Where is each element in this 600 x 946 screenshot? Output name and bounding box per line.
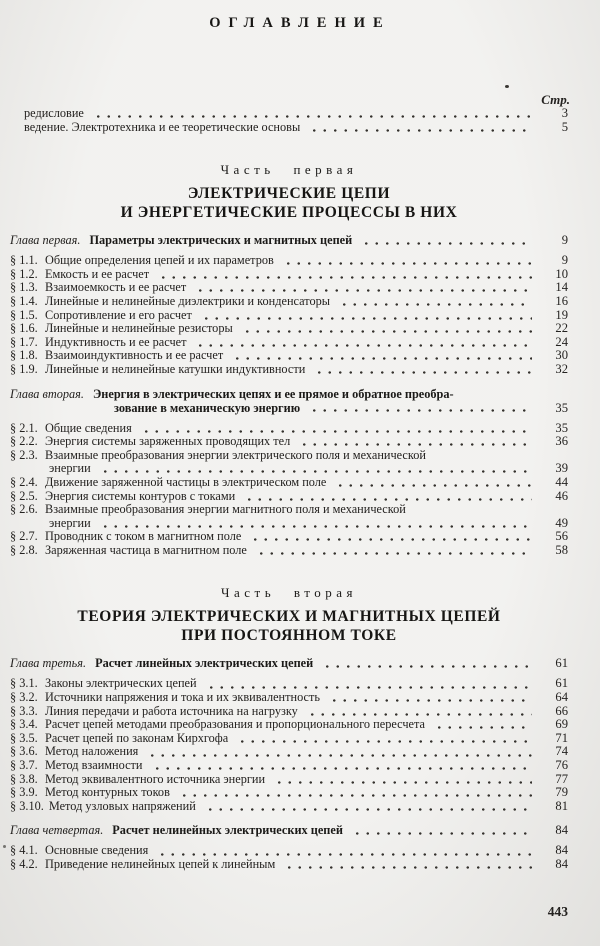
section-number: § 4.1.: [10, 843, 38, 858]
entry-label: Основные сведения: [45, 843, 149, 858]
entry-label: Метод контурных токов: [45, 785, 170, 800]
page-number: 9: [561, 233, 568, 248]
part-title: ЭЛЕКТРИЧЕСКИЕ ЦЕПИ: [187, 185, 391, 203]
chapter-label: [10, 233, 352, 247]
page-number: 35: [555, 420, 568, 435]
chapter-entry: [10, 823, 568, 837]
section-number: § 2.5.: [10, 488, 38, 503]
dot-leader: [274, 781, 532, 784]
page-number: 84: [555, 857, 568, 871]
entry-label-wrap: [10, 705, 298, 719]
part-heading: [10, 162, 568, 222]
dot-leader: [157, 853, 532, 856]
entry-label-wrap: [10, 268, 149, 282]
page-number: 69: [555, 717, 568, 732]
toc-entry: [10, 745, 568, 759]
entry-label: Расчет цепей методами преобразования и пропорционального пересчета: [45, 717, 425, 732]
scan-speck: [505, 85, 509, 88]
dot-leader: [283, 262, 532, 265]
entry-label-wrap: [10, 476, 326, 490]
entry-label: Взаимоиндуктивность и ее расчет: [45, 348, 224, 363]
entry-label-wrap: [10, 422, 132, 436]
dot-leader: [205, 808, 532, 811]
entry-label-wrap: [10, 745, 138, 759]
section-number: § 3.8.: [10, 771, 38, 786]
entry-label: Линия передачи и работа источника на нагрузку: [45, 703, 298, 718]
section-number: § 2.3.: [10, 447, 38, 462]
page-number: 66: [555, 703, 568, 718]
section-number: § 1.6.: [10, 321, 38, 336]
chapter-kicker: Глава вторая.: [10, 386, 84, 401]
chapter-title: Расчет линейных электрических цепей: [95, 656, 314, 671]
dot-leader: [237, 740, 532, 743]
page-number: 9: [561, 253, 568, 268]
dot-leader: [141, 430, 532, 433]
entry-label: редисловие: [24, 106, 84, 120]
page-number: 58: [555, 542, 568, 557]
page-number: 61: [555, 656, 568, 671]
entry-label-wrap: [24, 121, 300, 135]
chapter-entry: [10, 387, 568, 401]
chapter-entry: [10, 233, 568, 247]
entry-label-wrap: [24, 107, 84, 121]
entry-label-wrap: [10, 309, 192, 323]
section-number: § 1.2.: [10, 266, 38, 281]
toc-entry: [10, 732, 568, 746]
section-number: § 2.2.: [10, 434, 38, 449]
page-number: 22: [555, 321, 568, 336]
page-number: 79: [555, 785, 568, 800]
entry-label-wrap: [10, 530, 241, 544]
section-number: § 1.1.: [10, 253, 38, 268]
toc-entry: [10, 422, 568, 436]
section-number: § 2.8.: [10, 542, 38, 557]
chapter-kicker: Глава четвертая.: [10, 823, 104, 838]
toc-entries: [0, 107, 600, 872]
part-kicker: Часть вторая: [221, 585, 357, 601]
dot-leader: [284, 866, 532, 869]
dot-leader: [242, 330, 532, 333]
dot-leader: [309, 409, 532, 412]
dot-leader: [352, 832, 532, 835]
entry-label: Метод наложения: [45, 744, 139, 759]
toc-entry: [10, 773, 568, 787]
entry-label: Общие определения цепей и их параметров: [45, 253, 274, 268]
page-number: 56: [555, 529, 568, 544]
section-number: § 2.7.: [10, 529, 38, 544]
toc-entry: [10, 718, 568, 732]
page-number: 10: [555, 266, 568, 281]
part-title: И ЭНЕРГЕТИЧЕСКИЕ ПРОЦЕССЫ В НИХ: [120, 203, 458, 221]
page-number: 30: [555, 348, 568, 363]
entry-label: Взаимоемкость и ее расчет: [45, 280, 187, 295]
dot-leader: [152, 767, 533, 770]
entry-label-wrap: [10, 295, 330, 309]
dot-leader: [195, 289, 532, 292]
toc-entry: [10, 844, 568, 858]
chapter-entry-continuation: [10, 401, 568, 415]
entry-label: Взаимные преобразования энергии электрического поля и механической: [45, 447, 426, 462]
page-number: 44: [555, 474, 568, 489]
dot-leader: [250, 538, 532, 541]
section-number: § 2.4.: [10, 474, 38, 489]
entry-label: Проводник с током в магнитном поле: [45, 529, 242, 544]
entry-label: Законы электрических цепей: [45, 676, 197, 691]
page-number: 81: [555, 798, 568, 813]
section-number: § 1.8.: [10, 348, 38, 363]
chapter-label: [10, 823, 343, 837]
page-number: 84: [555, 843, 568, 858]
toc-entry: [10, 107, 568, 121]
page-number: 24: [555, 334, 568, 349]
toc-entry: [10, 800, 568, 814]
section-number: § 4.2.: [10, 857, 38, 871]
page-number: 84: [555, 823, 568, 838]
entry-label: Общие сведения: [45, 420, 132, 435]
dot-leader: [93, 115, 532, 118]
entry-label: Расчет цепей по законам Кирхгофа: [45, 730, 229, 745]
dot-leader: [100, 525, 532, 528]
dot-leader: [232, 357, 532, 360]
entry-label: Взаимные преобразования энергии магнитного поля и механической: [45, 502, 406, 517]
entry-label-wrap: [10, 254, 274, 268]
section-number: § 3.4.: [10, 717, 38, 732]
section-number: § 3.1.: [10, 676, 38, 691]
toc-entry: [10, 363, 568, 377]
part-title: ТЕОРИЯ ЭЛЕКТРИЧЕСКИХ И МАГНИТНЫХ ЦЕПЕЙ: [77, 608, 501, 626]
page-number: 35: [555, 400, 568, 415]
entry-label-wrap: [10, 435, 290, 449]
section-number: § 1.9.: [10, 361, 38, 376]
entry-label-wrap: [10, 349, 223, 363]
entry-label-wrap: [10, 732, 228, 746]
entry-label-wrap: [10, 449, 426, 463]
toc-entry: [10, 759, 568, 773]
toc-entry: [10, 295, 568, 309]
toc-entry: [10, 254, 568, 268]
toc-entry: [10, 677, 568, 691]
entry-label-wrap: [10, 363, 305, 377]
page-column-label: Стр.: [541, 92, 570, 107]
toc-entry: [10, 786, 568, 800]
dot-leader: [158, 276, 532, 279]
section-number: § 3.6.: [10, 744, 38, 759]
entry-label-wrap: [10, 844, 148, 858]
toc-entry: [10, 121, 568, 135]
dot-leader: [434, 726, 532, 729]
chapter-title: Расчет нелинейных электрических цепей: [112, 823, 343, 838]
chapter-title: Параметры электрических и магнитных цепей: [89, 233, 353, 248]
dot-leader: [322, 665, 532, 668]
page-number: 16: [555, 293, 568, 308]
entry-label-wrap: [10, 490, 235, 504]
entry-label-continuation: энергии: [49, 461, 91, 476]
toc-entry: [10, 322, 568, 336]
entry-label: Заряженная частица в магнитном поле: [45, 542, 247, 557]
toc-entry: [10, 705, 568, 719]
page-number: 14: [555, 280, 568, 295]
toc-entry: [10, 476, 568, 490]
entry-label-wrap: [10, 503, 406, 517]
section-number: § 1.4.: [10, 293, 38, 308]
chapter-title: Энергия в электрических цепях и ее прямое и обратное преобра-: [92, 386, 454, 401]
chapter-label: [10, 656, 313, 670]
section-number: § 3.9.: [10, 785, 38, 800]
toc-entry: [10, 336, 568, 350]
toc-entry: [10, 490, 568, 504]
chapter-label: [10, 387, 454, 401]
page-title: ОГЛАВЛЕНИЕ: [209, 15, 391, 31]
toc-entry-continuation: [10, 462, 568, 476]
dot-leader: [195, 344, 532, 347]
section-number: § 3.7.: [10, 758, 38, 773]
toc-entry: [10, 268, 568, 282]
dot-leader: [361, 242, 532, 245]
dot-leader: [309, 129, 532, 132]
entry-label: Приведение нелинейных цепей к линейным: [45, 857, 276, 871]
section-number: § 2.1.: [10, 420, 38, 435]
page-number: 39: [555, 461, 568, 476]
chapter-title-continuation: зование в механическую энергию: [114, 400, 301, 415]
entry-label-wrap: [10, 759, 143, 773]
dot-leader: [244, 498, 532, 501]
section-number: § 1.3.: [10, 280, 38, 295]
page-number: 3: [561, 106, 568, 120]
entry-label: Линейные и нелинейные катушки индуктивности: [45, 361, 306, 376]
toc-entry: [10, 691, 568, 705]
entry-label-wrap: [10, 858, 275, 872]
entry-label-wrap: [10, 281, 186, 295]
scan-speck: [3, 845, 6, 848]
chapter-kicker: Глава третья.: [10, 656, 87, 671]
page-number: 61: [555, 676, 568, 691]
entry-label: Движение заряженной частицы в электрическом поле: [45, 474, 327, 489]
chapter-entry: [10, 656, 568, 670]
dot-leader: [329, 699, 532, 702]
entry-label: Метод узловых напряжений: [48, 798, 196, 813]
dot-leader: [206, 686, 532, 689]
toc-entry: [10, 503, 568, 517]
entry-label: Метод эквивалентного источника энергии: [45, 771, 266, 786]
page-number: 49: [555, 515, 568, 530]
entry-label-wrap: [10, 691, 320, 705]
section-number: § 1.5.: [10, 307, 38, 322]
entry-label: Энергия системы контуров с токами: [45, 488, 236, 503]
page-number: 32: [555, 361, 568, 376]
dot-leader: [307, 713, 532, 716]
dot-leader: [256, 552, 532, 555]
page-number: 46: [555, 488, 568, 503]
dot-leader: [335, 484, 532, 487]
entry-label-continuation: энергии: [49, 515, 91, 530]
entry-label: ведение. Электротехника и ее теоретические основы: [24, 119, 301, 134]
page-number: 74: [555, 744, 568, 759]
dot-leader: [147, 754, 532, 757]
dot-leader: [299, 443, 532, 446]
dot-leader: [179, 794, 532, 797]
section-number: § 3.2.: [10, 690, 38, 705]
dot-leader: [339, 303, 532, 306]
section-number: § 3.3.: [10, 703, 38, 718]
toc-entry: [10, 530, 568, 544]
page-number: 76: [555, 758, 568, 773]
toc-entry: [10, 349, 568, 363]
entry-label-wrap: [10, 677, 197, 691]
entry-label: Источники напряжения и тока и их эквивалентность: [45, 690, 320, 705]
toc-entry: [10, 281, 568, 295]
part-kicker: Часть первая: [220, 162, 358, 178]
entry-label: Индуктивность и ее расчет: [45, 334, 187, 349]
page-number: 71: [555, 730, 568, 745]
section-number: § 3.5.: [10, 730, 38, 745]
entry-label-wrap: [10, 718, 425, 732]
entry-label-wrap: [10, 336, 186, 350]
section-number: § 3.10.: [10, 798, 44, 813]
entry-label: Энергия системы заряженных проводящих тел: [45, 434, 291, 449]
page-number: 19: [555, 307, 568, 322]
toc-entry-continuation: [10, 517, 568, 531]
dot-leader: [201, 317, 532, 320]
entry-label-wrap: [10, 773, 265, 787]
page-number: 64: [555, 690, 568, 705]
page-number: 36: [555, 434, 568, 449]
part-heading: [10, 585, 568, 645]
chapter-kicker: Глава первая.: [10, 233, 81, 248]
entry-label-wrap: [10, 322, 233, 336]
toc-entry: [10, 544, 568, 558]
section-number: § 1.7.: [10, 334, 38, 349]
toc-entry: [10, 858, 568, 872]
part-title: ПРИ ПОСТОЯННОМ ТОКЕ: [181, 626, 397, 644]
entry-label: Линейные и нелинейные резисторы: [45, 321, 233, 336]
entry-label: Емкость и ее расчет: [45, 266, 150, 281]
entry-label: Линейные и нелинейные диэлектрики и конденсаторы: [45, 293, 331, 308]
page-number: 5: [561, 119, 568, 134]
toc-entry: [10, 435, 568, 449]
page-folio-number: 443: [547, 904, 568, 919]
toc-entry: [10, 309, 568, 323]
toc-entry: [10, 449, 568, 463]
page-number: 77: [555, 771, 568, 786]
entry-label: Метод взаимности: [45, 758, 143, 773]
entry-label-wrap: [10, 800, 196, 814]
entry-label: Сопротивление и его расчет: [45, 307, 192, 322]
dot-leader: [100, 470, 532, 473]
dot-leader: [314, 371, 532, 374]
entry-label-wrap: [10, 544, 247, 558]
section-number: § 2.6.: [10, 502, 38, 517]
entry-label-wrap: [10, 786, 170, 800]
